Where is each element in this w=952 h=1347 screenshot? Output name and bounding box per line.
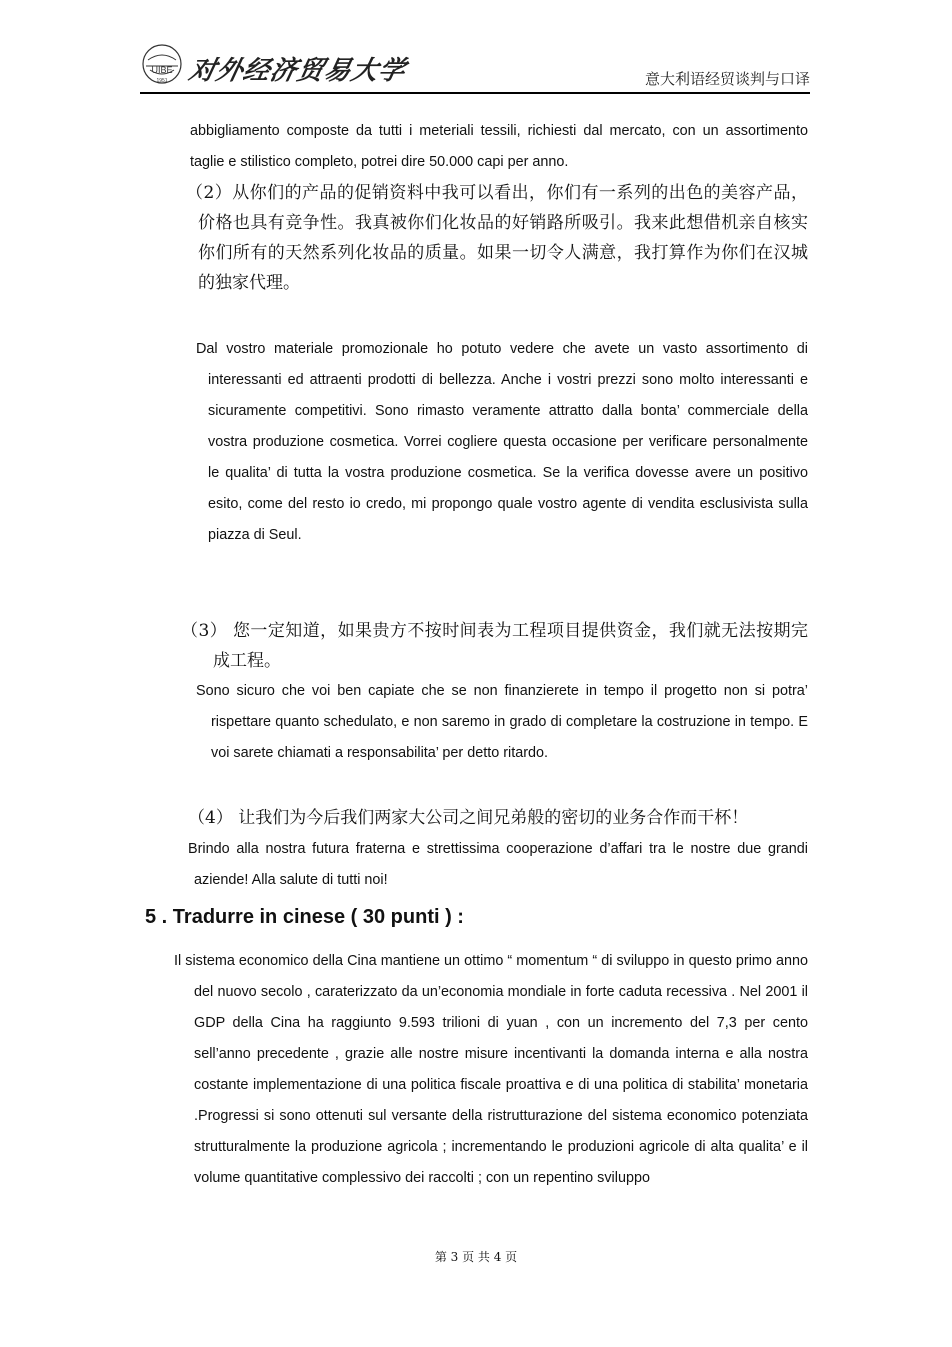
section-heading: 5 . Tradurre in cinese ( 30 punti ) : — [145, 906, 464, 928]
course-title: 意大利语经贸谈判与口译 — [644, 70, 810, 88]
answer-4-italian: Brindo alla nostra futura fraterna e strettissima cooperazione d’affari tra le nostre due grandi aziende! Alla salute di tutti noi! — [188, 841, 808, 888]
university-name-calligraphy: 对外经济贸易大学 — [186, 56, 409, 86]
paragraph-continuation: abbigliamento composte da tutti i meteriali tessili, richiesti dal mercato, con un assortimento taglie e stilistico completo, potrei dire 50.000 capi per anno. — [190, 123, 808, 170]
question-2-chinese: （2）从你们的产品的促销资料中我可以看出，你们有一系列的出色的美容产品，价格也具有竞争性。我真被你们化妆品的好销路所吸引。我来此想借机亲自核实你们所有的天然系列化妆品的质量。如果一切令人满意，我打算作为你们在汉城的独家代理。 — [186, 183, 808, 293]
answer-3-italian: Sono sicuro che voi ben capiate che se non finanzierete in tempo il progetto non si potra’ rispettare quanto schedulato, e non saremo in grado di completare la costruzione in tempo. E voi sarete chiamati a responsabilita’ per detto ritardo. — [196, 683, 808, 761]
section-5-paragraph: Il sistema economico della Cina mantiene un ottimo “ momentum “ di sviluppo in questo primo anno del nuovo secolo , caraterizzato da un’economia mondiale in forte caduta recessiva . Nel 2001 il GDP della Cina ha raggiunto 9.593 trilioni di yuan , con un incremento del 7,3 per cento sell’anno precedente , grazie alle nostre misure incentivanti la domanda interna e alla nostra costante implementazione di una politica fiscale proattiva e di una politica di stabilita’ monetaria .Progressi si sono ottenuti sul versante della ristrutturazione del sistema economico potenziata strutturalmente la produzione agricola ; incrementando le produzioni agricole di alta qualita’ e il volume quantitative complessivo dei raccolti ; con un repentino sviluppo — [174, 953, 808, 1186]
header-divider — [140, 92, 810, 94]
question-4-chinese: （4） 让我们为今后我们两家大公司之间兄弟般的密切的业务合作而干杯！ — [188, 808, 749, 828]
svg-text:UIBE: UIBE — [151, 65, 173, 75]
page-number: 第 3 页 共 4 页 — [434, 1250, 518, 1264]
page-header — [140, 36, 810, 94]
svg-text:1951: 1951 — [156, 78, 168, 84]
answer-2-italian: Dal vostro materiale promozionale ho potuto vedere che avete un vasto assortimento di interessanti ed attraenti prodotti di bellezza. Anche i vostri prezzi sono molto interessanti e sicuramente competitivi. Sono rimasto veramente attratto dalla bonta’ commerciale della vostra produzione cosmetica. Vorrei cogliere questa occasione per verificare personalmente le qualita’ di tutta la vostra produzione cosmetica. Se la verifica dovesse avere un positivo esito, come del resto io credo, mi propongo quale vostro agente di vendita esclusivista sulla piazza di Seul. — [196, 341, 808, 543]
question-3-chinese: （3） 您一定知道，如果贵方不按时间表为工程项目提供资金，我们就无法按期完成工程。 — [181, 621, 808, 671]
university-logo-icon — [140, 42, 184, 86]
